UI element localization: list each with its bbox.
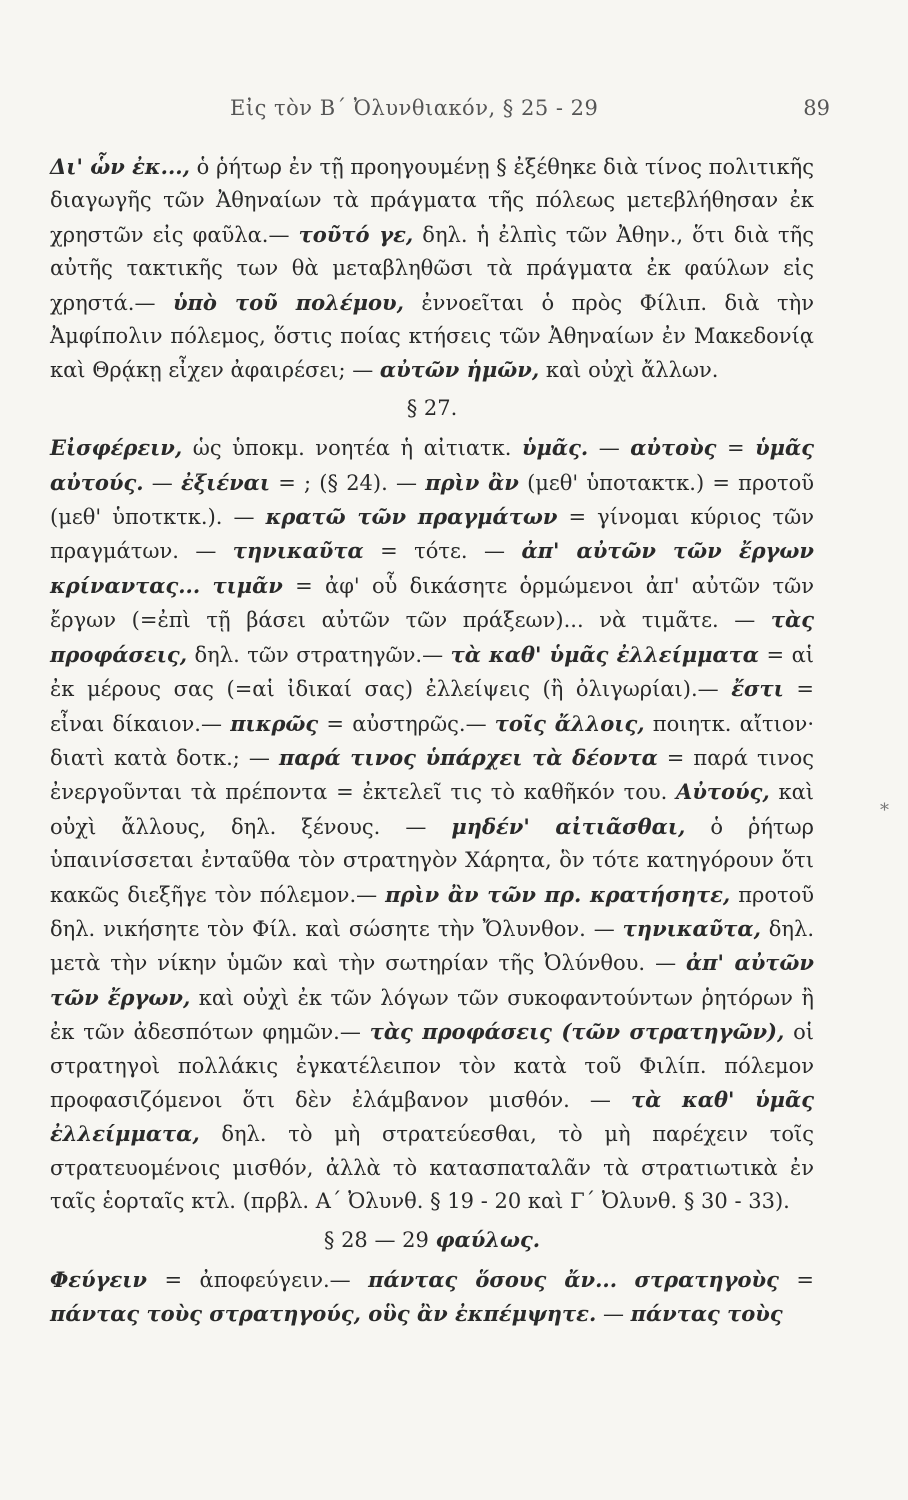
lemma-term: τηνικαῦτα bbox=[232, 538, 364, 564]
lemma-term: πάντας ὅσους ἄν... bbox=[368, 1267, 618, 1292]
page-number: 89 bbox=[803, 96, 830, 120]
gloss-text: (μεθ' ὑποτακτκ.) = προτοῦ (μεθ' ὑποτκτκ.). — bbox=[50, 470, 814, 530]
gloss-text: = ἀφ' οὗ δικάσητε ὁρμώμενοι ἀπ' αὐτῶν τῶν ἔργων (=ἐπὶ τῇ βάσει αὐτῶν τῶν πράξεων)... νὰ τιμᾶτε. — bbox=[50, 573, 814, 633]
lemma-term: αὐτοὺς bbox=[630, 435, 717, 461]
gloss-text: ὁ ῥήτωρ ὑπαινίσσεται ἐνταῦθα τὸν στρατηγὸν Χάρητα, ὃν τότε κατηγόρουν ὅτι κακῶς διεξῆγε τὸν πόλεμον.— bbox=[50, 814, 814, 907]
lemma-term: ὑπὸ τοῦ πολέμου, bbox=[172, 289, 404, 315]
lemma-term: τοῖς ἄλλοις, bbox=[494, 710, 645, 736]
lemma-term: τὰ καθ' ὑμᾶς ἐλλείμματα, bbox=[50, 1086, 815, 1147]
paragraph bbox=[50, 1263, 814, 1332]
gloss-text: — bbox=[143, 470, 181, 495]
gloss-text: ὁ ῥήτωρ ἐν τῇ προηγουμένῃ § ἐξέθηκε διὰ τίνος πολιτικῆς διαγωγῆς τῶν Ἀθηναίων τὰ πράγματα τῆς πόλεως μετεβλήθησαν ἐκ χρηστῶν εἰς φαῦλα.— bbox=[50, 155, 814, 247]
lemma-term: Εἰσφέρειν, bbox=[50, 435, 183, 461]
gloss-text: = εἶναι δίκαιον.— bbox=[50, 677, 814, 736]
gloss-text: § 28 — 29 bbox=[323, 1227, 436, 1252]
lemma-term: Φεύγειν bbox=[50, 1267, 147, 1292]
lemma-term: πρὶν ἂν τῶν πρ. κρατήσητε, bbox=[385, 881, 731, 907]
lemma-term: πικρῶς bbox=[230, 710, 319, 736]
lemma-term: πάντας τοὺς bbox=[630, 1301, 783, 1327]
gloss-text: οἱ στρατηγοὶ πολλάκις ἐγκατέλειπον τὸν κατὰ τοῦ Φιλίπ. πόλεμον προφασιζόμενοι ὅτι δὲν ἐλάμβανον μισθόν. — bbox=[50, 1020, 814, 1112]
gloss-text: προτοῦ δηλ. νικήσητε τὸν Φίλ. καὶ σώσητε τὴν Ὄλυνθον. — bbox=[50, 882, 815, 941]
commentary-text bbox=[50, 150, 814, 1332]
gloss-text: καὶ οὐχὶ ἄλλων. bbox=[539, 358, 719, 383]
gloss-text: — bbox=[596, 1302, 631, 1327]
lemma-term: πάντας τοὺς στρατηγούς, οὓς ἂν ἐκπέμψητε. bbox=[50, 1301, 597, 1327]
lemma-term: φαύλως. bbox=[435, 1226, 541, 1252]
lemma-term: ἔστι bbox=[731, 676, 784, 702]
lemma-term: κρατῶ τῶν πραγμάτων bbox=[265, 504, 558, 530]
lemma-term: τοῦτό γε, bbox=[298, 221, 414, 247]
lemma-term: ἀπ' αὐτῶν τῶν ἔργων κρίναντας... bbox=[50, 538, 814, 598]
gloss-text: = bbox=[778, 1268, 814, 1292]
running-title: Εἰς τὸν Β΄ Ὀλυνθιακόν, § 25 - 29 bbox=[230, 96, 599, 120]
margin-mark: * bbox=[880, 800, 889, 821]
lemma-term: αὐτῶν ἡμῶν, bbox=[379, 357, 540, 383]
gloss-text: = αὐστηρῶς.— bbox=[318, 711, 495, 736]
lemma-term: πρὶν ἂν bbox=[425, 469, 519, 495]
gloss-text: = αἱ ἐκ μέρους σας (=αἱ ἰδικαί σας) ἐλλείψεις (ἢ ὀλιγωρίαι).— bbox=[50, 642, 814, 702]
gloss-text: καὶ οὐχὶ ἐκ τῶν λόγων τῶν συκοφαντούντων ῥητόρων ἢ ἐκ τῶν ἀδεσπότων φημῶν.— bbox=[50, 985, 814, 1045]
lemma-term: μηδέν' αἰτιᾶσθαι, bbox=[451, 813, 686, 839]
gloss-text: δηλ. ἡ ἐλπὶς τῶν Ἀθην., ὅτι διὰ τῆς αὐτῆς τακτικῆς των θὰ μεταβληθῶσι τὰ πράγματα ἐκ φαύλων εἰς χρηστά.— bbox=[50, 222, 814, 315]
gloss-text: = ; (§ 24). — bbox=[270, 470, 426, 495]
gloss-text bbox=[200, 574, 212, 598]
lemma-term: Δι' ὧν ἐκ..., bbox=[50, 154, 190, 179]
gloss-text: δηλ. τῶν στρατηγῶν.— bbox=[187, 642, 451, 667]
lemma-term: τὰ καθ' ὑμᾶς ἐλλείμματα bbox=[450, 641, 759, 667]
gloss-text bbox=[617, 1268, 634, 1292]
lemma-term: τὰς προφάσεις, bbox=[50, 607, 814, 667]
gloss-text: δηλ. μετὰ τὴν νίκην ὑμῶν καὶ τὴν σωτηρίαν τῆς Ὀλύνθου. — bbox=[50, 916, 815, 976]
lemma-term: ἐξιέναι bbox=[180, 469, 270, 495]
section-heading bbox=[50, 1223, 814, 1257]
lemma-term: Αὐτούς, bbox=[676, 779, 770, 805]
gloss-text: = τότε. — bbox=[363, 539, 522, 564]
gloss-text: ὡς ὑποκμ. νοητέα ἡ αἰτιατκ. bbox=[182, 436, 522, 461]
gloss-text: = παρά τινος ἐνεργοῦνται τὰ πρέποντα = ἐκτελεῖ τις τὸ καθῆκόν του. bbox=[50, 745, 815, 805]
gloss-text: καὶ οὐχὶ ἄλλους, δηλ. ξένους. — bbox=[50, 780, 814, 839]
gloss-text: ἐννοεῖται ὁ πρὸς Φίλιπ. διὰ τὴν Ἀμφίπολιν πόλεμος, ὅστις ποίας κτήσεις τῶν Ἀθηναίων ἐν Μακεδονίᾳ καὶ Θρᾴκῃ εἶχεν ἀφαιρέσει; — bbox=[50, 290, 815, 383]
lemma-term: τιμᾶν bbox=[212, 572, 283, 598]
gloss-text: — bbox=[588, 436, 631, 461]
lemma-term: τηνικαῦτα, bbox=[622, 915, 761, 941]
paragraph bbox=[50, 150, 814, 388]
lemma-term: ὑμᾶς αὐτούς. bbox=[50, 435, 814, 495]
lemma-term: ὑμᾶς. bbox=[521, 435, 589, 461]
running-header bbox=[60, 88, 830, 128]
gloss-text: = bbox=[716, 436, 756, 461]
gloss-text: δηλ. τὸ μὴ στρατεύεσθαι, τὸ μὴ παρέχειν τοῖς στρατευομένοις μισθόν, ἀλλὰ τὸ κατασπαταλᾶν τὰ στρατιωτικὰ ἐν ταῖς ἑορταῖς κτλ. (πρβλ. Α΄ Ὀλυνθ. § 19 - 20 καὶ Γ΄ Ὀλυνθ. § 30 - 33). bbox=[50, 1122, 814, 1214]
lemma-term: στρατηγοὺς bbox=[634, 1267, 779, 1292]
lemma-term: ἀπ' αὐτῶν τῶν ἔργων, bbox=[50, 950, 814, 1010]
gloss-text: § 27. bbox=[406, 395, 458, 420]
section-heading bbox=[50, 392, 814, 425]
gloss-text: ποιητκ. αἴτιον· διατὶ κατὰ δοτκ.; — bbox=[50, 711, 814, 770]
gloss-text: = γίνομαι κύριος τῶν πραγμάτων. — bbox=[50, 505, 814, 564]
lemma-term: παρά τινος ὑπάρχει τὰ δέοντα bbox=[278, 744, 658, 770]
gloss-text: = ἀποφεύγειν.— bbox=[147, 1268, 369, 1292]
paragraph bbox=[50, 431, 814, 1218]
lemma-term: τὰς προφάσεις (τῶν στρατηγῶν), bbox=[369, 1019, 785, 1045]
